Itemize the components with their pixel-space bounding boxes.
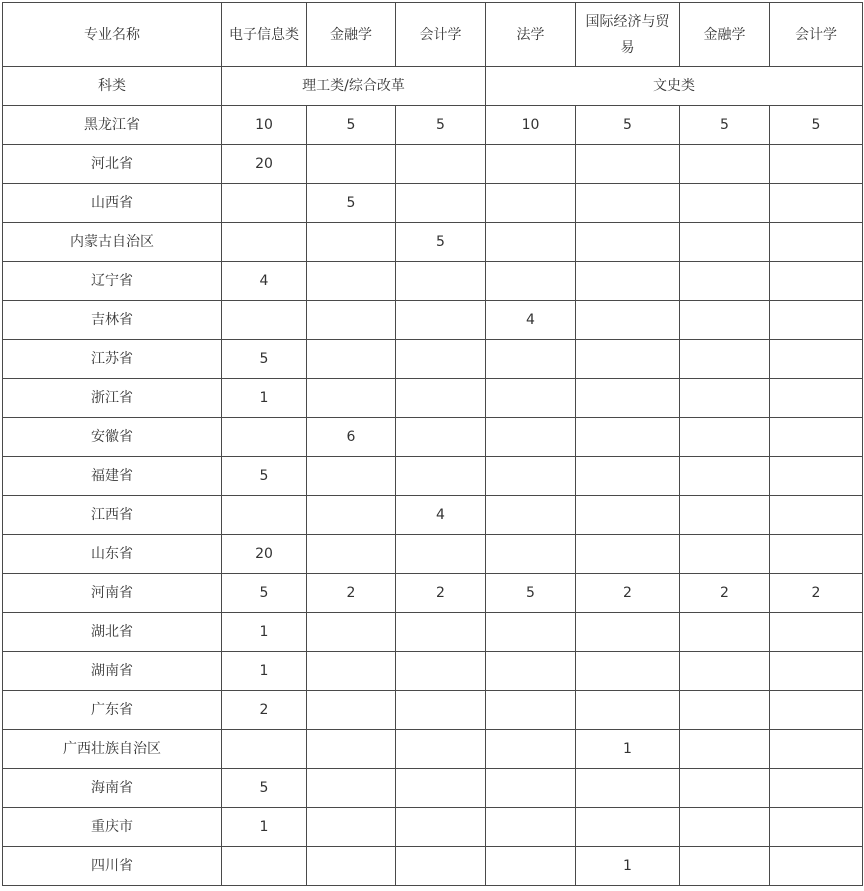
province-cell: 海南省 [3, 769, 222, 808]
quota-value-cell [576, 769, 680, 808]
quota-value-cell: 5 [576, 106, 680, 145]
quota-value-cell [486, 808, 576, 847]
table-row [3, 613, 863, 652]
quota-value-cell: 1 [222, 652, 307, 691]
table-row [3, 574, 863, 613]
quota-value-cell [396, 691, 486, 730]
quota-value-cell [680, 301, 770, 340]
quota-value-cell [680, 418, 770, 457]
province-cell: 福建省 [3, 457, 222, 496]
major-header-cell: 会计学 [770, 3, 863, 67]
quota-value-cell [222, 496, 307, 535]
province-cell: 江西省 [3, 496, 222, 535]
quota-value-cell [770, 145, 863, 184]
quota-value-cell: 5 [222, 574, 307, 613]
quota-value-cell: 1 [222, 379, 307, 418]
table-row [3, 457, 863, 496]
major-header-cell: 电子信息类 [222, 3, 307, 67]
major-header-cell: 法学 [486, 3, 576, 67]
quota-value-cell: 5 [307, 106, 396, 145]
quota-value-cell [486, 730, 576, 769]
quota-value-cell [576, 418, 680, 457]
quota-value-cell [576, 145, 680, 184]
quota-value-cell: 2 [222, 691, 307, 730]
quota-value-cell [576, 223, 680, 262]
quota-value-cell [680, 262, 770, 301]
quota-value-cell [396, 340, 486, 379]
quota-value-cell [307, 652, 396, 691]
quota-value-cell: 2 [576, 574, 680, 613]
table-row [3, 730, 863, 769]
quota-value-cell [307, 769, 396, 808]
quota-value-cell [396, 301, 486, 340]
quota-value-cell: 1 [576, 730, 680, 769]
quota-value-cell [770, 613, 863, 652]
quota-value-cell [396, 769, 486, 808]
quota-value-cell [486, 262, 576, 301]
quota-value-cell: 4 [486, 301, 576, 340]
quota-value-cell [680, 691, 770, 730]
quota-value-cell [680, 496, 770, 535]
quota-value-cell [396, 262, 486, 301]
quota-value-cell [486, 613, 576, 652]
quota-value-cell [396, 652, 486, 691]
province-cell: 湖南省 [3, 652, 222, 691]
quota-value-cell [307, 496, 396, 535]
table-row [3, 652, 863, 691]
quota-value-cell [307, 223, 396, 262]
quota-value-cell: 5 [222, 769, 307, 808]
quota-value-cell [307, 847, 396, 886]
major-header-cell: 金融学 [680, 3, 770, 67]
quota-value-cell [680, 730, 770, 769]
quota-value-cell [486, 184, 576, 223]
table-row [3, 535, 863, 574]
quota-value-cell [486, 769, 576, 808]
table-row [3, 184, 863, 223]
table-row [3, 496, 863, 535]
table-row [3, 418, 863, 457]
quota-value-cell [396, 418, 486, 457]
quota-value-cell [307, 379, 396, 418]
quota-value-cell [307, 301, 396, 340]
quota-value-cell: 5 [222, 457, 307, 496]
quota-value-cell [486, 145, 576, 184]
quota-value-cell [770, 691, 863, 730]
quota-value-cell [486, 379, 576, 418]
table-row [3, 145, 863, 184]
province-cell: 山西省 [3, 184, 222, 223]
province-cell: 河北省 [3, 145, 222, 184]
quota-value-cell: 6 [307, 418, 396, 457]
province-cell: 内蒙古自治区 [3, 223, 222, 262]
quota-value-cell [576, 496, 680, 535]
quota-value-cell [222, 730, 307, 769]
province-cell: 辽宁省 [3, 262, 222, 301]
quota-value-cell [486, 535, 576, 574]
header-row [3, 3, 863, 67]
quota-value-cell [680, 223, 770, 262]
quota-value-cell [396, 613, 486, 652]
quota-value-cell [770, 769, 863, 808]
quota-value-cell [680, 613, 770, 652]
quota-value-cell [770, 223, 863, 262]
quota-value-cell [486, 340, 576, 379]
province-cell: 黑龙江省 [3, 106, 222, 145]
quota-value-cell [396, 145, 486, 184]
quota-value-cell [576, 613, 680, 652]
quota-value-cell [307, 808, 396, 847]
quota-value-cell [486, 496, 576, 535]
quota-value-cell [770, 418, 863, 457]
quota-value-cell: 10 [486, 106, 576, 145]
quota-value-cell [576, 535, 680, 574]
province-cell: 安徽省 [3, 418, 222, 457]
province-cell: 浙江省 [3, 379, 222, 418]
quota-value-cell [222, 847, 307, 886]
major-header-cell: 国际经济与贸易 [576, 3, 680, 67]
quota-value-cell [396, 847, 486, 886]
quota-value-cell [576, 379, 680, 418]
quota-value-cell [307, 457, 396, 496]
table-row [3, 340, 863, 379]
province-cell: 江苏省 [3, 340, 222, 379]
quota-value-cell [222, 418, 307, 457]
quota-value-cell [770, 847, 863, 886]
quota-value-cell [576, 262, 680, 301]
category-label-cell: 科类 [3, 67, 222, 106]
enrollment-quota-table [2, 2, 863, 886]
major-header-cell: 金融学 [307, 3, 396, 67]
quota-value-cell [680, 535, 770, 574]
table-row [3, 106, 863, 145]
quota-value-cell [770, 184, 863, 223]
quota-value-cell [222, 184, 307, 223]
quota-value-cell [307, 691, 396, 730]
quota-value-cell [770, 496, 863, 535]
major-label-cell: 专业名称 [3, 3, 222, 67]
quota-value-cell: 5 [680, 106, 770, 145]
quota-value-cell [486, 652, 576, 691]
quota-value-cell: 1 [576, 847, 680, 886]
quota-value-cell [396, 535, 486, 574]
quota-value-cell: 1 [222, 808, 307, 847]
quota-value-cell [680, 145, 770, 184]
quota-value-cell [770, 262, 863, 301]
table-row [3, 691, 863, 730]
quota-value-cell [770, 457, 863, 496]
quota-value-cell [307, 535, 396, 574]
quota-value-cell: 5 [222, 340, 307, 379]
quota-value-cell [680, 340, 770, 379]
table-row [3, 769, 863, 808]
quota-value-cell [680, 652, 770, 691]
quota-value-cell [307, 145, 396, 184]
quota-value-cell [680, 808, 770, 847]
category-science-cell: 理工类/综合改革 [222, 67, 486, 106]
quota-value-cell [576, 457, 680, 496]
quota-value-cell [770, 730, 863, 769]
quota-value-cell [576, 652, 680, 691]
table-row [3, 808, 863, 847]
quota-value-cell [396, 184, 486, 223]
quota-value-cell [307, 340, 396, 379]
quota-value-cell [770, 301, 863, 340]
quota-value-cell: 1 [222, 613, 307, 652]
quota-value-cell [222, 223, 307, 262]
quota-value-cell [680, 769, 770, 808]
quota-value-cell [396, 457, 486, 496]
province-cell: 四川省 [3, 847, 222, 886]
quota-value-cell [680, 379, 770, 418]
category-arts-cell: 文史类 [486, 67, 863, 106]
quota-value-cell [576, 340, 680, 379]
province-cell: 吉林省 [3, 301, 222, 340]
province-cell: 重庆市 [3, 808, 222, 847]
quota-value-cell: 2 [680, 574, 770, 613]
quota-value-cell: 5 [486, 574, 576, 613]
province-cell: 湖北省 [3, 613, 222, 652]
quota-value-cell: 2 [770, 574, 863, 613]
province-cell: 广东省 [3, 691, 222, 730]
table-row [3, 262, 863, 301]
quota-value-cell [576, 301, 680, 340]
quota-value-cell [576, 808, 680, 847]
quota-value-cell [486, 691, 576, 730]
quota-value-cell [396, 808, 486, 847]
quota-value-cell [486, 223, 576, 262]
quota-value-cell: 4 [222, 262, 307, 301]
quota-value-cell [770, 535, 863, 574]
category-row [3, 67, 863, 106]
province-cell: 广西壮族自治区 [3, 730, 222, 769]
quota-value-cell: 2 [307, 574, 396, 613]
quota-value-cell [770, 340, 863, 379]
major-header-cell: 会计学 [396, 3, 486, 67]
province-cell: 山东省 [3, 535, 222, 574]
quota-value-cell [486, 418, 576, 457]
table-row [3, 379, 863, 418]
quota-value-cell [486, 847, 576, 886]
table-row [3, 301, 863, 340]
quota-value-cell [307, 613, 396, 652]
quota-value-cell [396, 379, 486, 418]
quota-value-cell [222, 301, 307, 340]
quota-value-cell [680, 457, 770, 496]
quota-value-cell: 5 [307, 184, 396, 223]
quota-value-cell [486, 457, 576, 496]
quota-value-cell [576, 184, 680, 223]
quota-value-cell [576, 691, 680, 730]
quota-value-cell [307, 730, 396, 769]
quota-value-cell [770, 652, 863, 691]
quota-value-cell [396, 730, 486, 769]
quota-value-cell [680, 184, 770, 223]
quota-value-cell: 10 [222, 106, 307, 145]
quota-value-cell [307, 262, 396, 301]
quota-value-cell [680, 847, 770, 886]
table-row [3, 223, 863, 262]
quota-value-cell: 20 [222, 535, 307, 574]
table-row [3, 847, 863, 886]
quota-value-cell: 5 [396, 223, 486, 262]
quota-value-cell: 20 [222, 145, 307, 184]
quota-value-cell: 5 [770, 106, 863, 145]
quota-value-cell [770, 379, 863, 418]
quota-value-cell: 2 [396, 574, 486, 613]
quota-value-cell: 4 [396, 496, 486, 535]
province-cell: 河南省 [3, 574, 222, 613]
quota-value-cell: 5 [396, 106, 486, 145]
quota-value-cell [770, 808, 863, 847]
